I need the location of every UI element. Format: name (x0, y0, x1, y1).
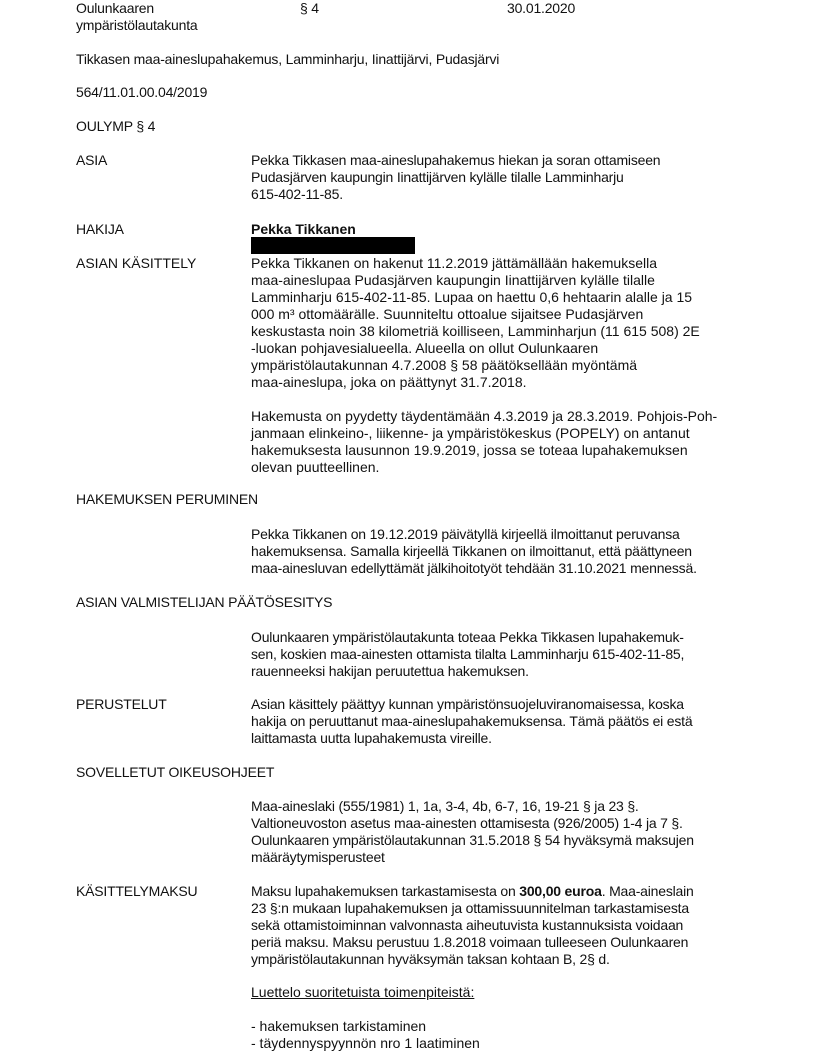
esitys-label: ASIAN VALMISTELIJAN PÄÄTÖSESITYS (76, 594, 333, 610)
kasittely-line: 000 m³ ottomäärälle. Suunniteltu ottoalue sijaitsee Pudasjärven (251, 306, 644, 322)
maksu-text (251, 883, 751, 968)
meeting-date: 30.01.2020 (507, 0, 576, 16)
oikeusohjeet-line: Valtioneuvoston asetus maa-ainesten ottamisesta (926/2005) 1-4 ja 7 §. (251, 815, 683, 831)
perustelut-line: laittamasta uutta lupahakemusta vireille. (251, 730, 492, 746)
document-title: Tikkasen maa-aineslupahakemus, Lamminharju, Iinattijärvi, Pudasjärvi (76, 51, 500, 67)
esitys-line: rauenneeksi hakijan peruutettua hakemuksen. (251, 663, 529, 679)
list-heading: Luettelo suoritetuista toimenpiteistä: (251, 984, 475, 1000)
kasittely-label: ASIAN KÄSITTELY (76, 255, 197, 271)
peruminen-line: maa-ainesluvan edellyttämät jälkihoitotyöt tehdään 31.10.2021 mennessä. (251, 560, 697, 576)
maksu-line (251, 883, 751, 900)
reference: OULYMP § 4 (76, 118, 156, 134)
perustelut-text (251, 696, 751, 747)
kasittely-line: Hakemusta on pyydetty täydentämään 4.3.2019 ja 28.3.2019. Pohjois-Poh- (251, 408, 718, 424)
kasittely-line: ympäristölautakunnan 4.7.2008 § 58 päätöksellään myöntämä (251, 357, 638, 373)
section-number: § 4 (300, 0, 319, 16)
maksu-line: ympäristölautakunnan hyväksymän taksan kohtaan B, 2§ d. (251, 951, 610, 967)
maksu-line: sekä ottamistoiminnan valvonnasta aiheutuvista kustannuksista voidaan (251, 917, 684, 933)
peruminen-label: HAKEMUKSEN PERUMINEN (76, 491, 258, 507)
peruminen-line: hakemuksensa. Samalla kirjeellä Tikkanen on ilmoittanut, että päättyneen (251, 543, 692, 559)
perustelut-label: PERUSTELUT (76, 696, 167, 712)
esitys-line: Oulunkaaren ympäristölautakunta toteaa Pekka Tikkasen lupahakemuk- (251, 629, 684, 645)
maksu-line-post: . Maa-aineslain (601, 883, 694, 899)
kasittely-line: janmaan elinkeino-, liikenne- ja ympäristökeskus (POPELY) on antanut (251, 425, 690, 441)
esitys-text (251, 629, 751, 680)
asia-line: Pekka Tikkasen maa-aineslupahakemus hiekan ja soran ottamiseen (251, 152, 661, 168)
oikeusohjeet-label: SOVELLETUT OIKEUSOHJEET (76, 764, 275, 780)
oikeusohjeet-line: Maa-aineslaki (555/1981) 1, 1a, 3-4, 4b, 6-7, 16, 19-21 § ja 23 §. (251, 798, 639, 814)
asia-line: Pudasjärven kaupungin Iinattijärven kylälle tilalle Lamminharju (251, 169, 624, 185)
maksu-line-pre: Maksu lupahakemuksen tarkastamisesta on (251, 883, 520, 899)
maksu-label: KÄSITTELYMAKSU (76, 883, 198, 899)
list-item: - hakemuksen tarkistaminen (251, 1018, 427, 1034)
fee-amount: 300,00 euroa (519, 883, 602, 899)
perustelut-line: hakija on peruuttanut maa-aineslupahakemuksensa. Tämä päätös ei estä (251, 713, 693, 729)
oikeusohjeet-line: Oulunkaaren ympäristölautakunnan 31.5.2018 § 54 hyväksymä maksujen (251, 832, 694, 848)
peruminen-line: Pekka Tikkanen on 19.12.2019 päivätyllä kirjeellä ilmoittanut peruvansa (251, 526, 680, 542)
esitys-line: sen, koskien maa-ainesten ottamista tilalta Lamminharju 615-402-11-85, (251, 646, 685, 662)
organization-line-1: Oulunkaaren (76, 0, 154, 16)
kasittely-line: hakemuksesta lausunnon 19.9.2019, jossa se toteaa lupahakemuksen (251, 442, 688, 458)
kasittely-line: maa-aineslupa, joka on päättynyt 31.7.2018. (251, 374, 527, 390)
kasittely-text (251, 255, 751, 476)
asia-text (251, 152, 751, 203)
oikeusohjeet-text (251, 798, 751, 866)
organization-line-2: ympäristölautakunta (76, 17, 198, 33)
record-number: 564/11.01.00.04/2019 (76, 84, 208, 100)
perustelut-line: Asian käsittely päättyy kunnan ympäristönsuojeluviranomaisessa, koska (251, 696, 684, 712)
peruminen-text (251, 526, 751, 577)
maksu-line: 23 §:n mukaan lupahakemuksen ja ottamissuunnitelman tarkastamisesta (251, 900, 689, 916)
redacted-block (251, 237, 415, 254)
kasittely-line: -luokan pohjavesialueella. Alueella on ollut Oulunkaaren (251, 340, 599, 356)
maksu-list (251, 984, 751, 1052)
applicant-name: Pekka Tikkanen (251, 221, 356, 237)
oikeusohjeet-line: määräytymisperusteet (251, 849, 385, 865)
kasittely-line: Pekka Tikkanen on hakenut 11.2.2019 jättämällään hakemuksella (251, 255, 658, 271)
maksu-line: periä maksu. Maksu perustuu 1.8.2018 voimaan tulleeseen Oulunkaaren (251, 934, 689, 950)
asia-line: 615-402-11-85. (251, 186, 343, 202)
kasittely-line: Lamminharju 615-402-11-85. Lupaa on haettu 0,6 hehtaarin alalle ja 15 (251, 289, 693, 305)
kasittely-line: maa-aineslupaa Pudasjärven kaupungin Iinattijärven kylälle tilalle (251, 272, 655, 288)
list-item: - täydennyspyynnön nro 1 laatiminen (251, 1035, 480, 1051)
asia-label: ASIA (76, 152, 108, 168)
hakija-label: HAKIJA (76, 221, 124, 237)
organization-name (76, 0, 198, 34)
kasittely-line: olevan puutteellinen. (251, 459, 380, 475)
kasittely-line: keskustasta noin 38 kilometriä koilliseen, Lamminharjun (11 615 508) 2E (251, 323, 700, 339)
